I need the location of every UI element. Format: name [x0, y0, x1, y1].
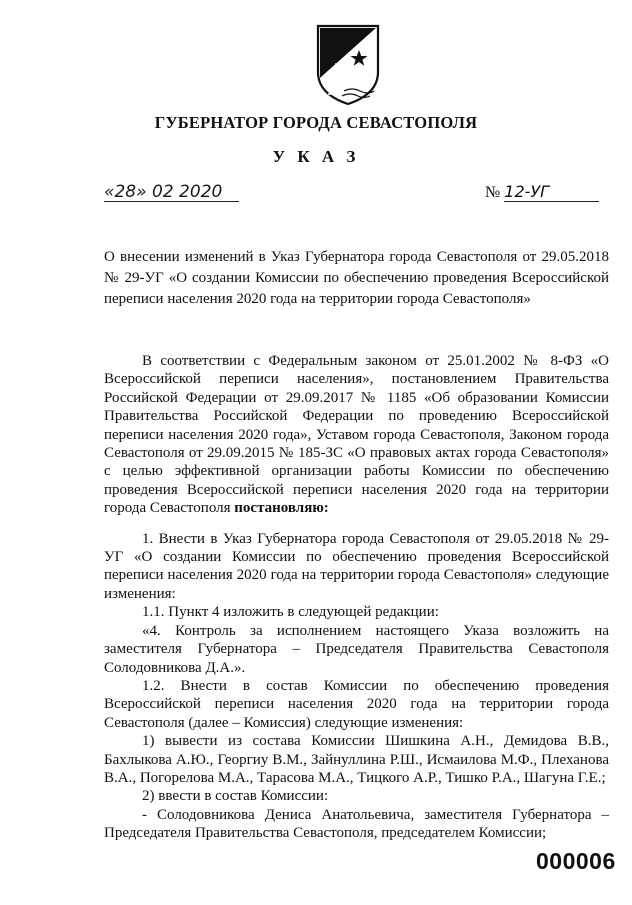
- item-4-text: «4. Контроль за исполнением настоящего Указа возложить на заместителя Губернатора – Председателя Правительства Севастополя Солодовникова Д.А.».: [104, 622, 609, 676]
- number-sign: №: [485, 184, 501, 201]
- document-type: У К А З: [272, 147, 360, 166]
- sevastopol-coat-of-arms-icon: [314, 20, 382, 106]
- number-value: 12-УГ: [504, 183, 599, 202]
- resolve-word: постановляю:: [234, 500, 329, 517]
- decree-date: «28» 02 2020: [104, 183, 239, 202]
- decree-body: [104, 352, 609, 843]
- decree-number: [485, 183, 609, 202]
- item-1: 1. Внести в Указ Губернатора города Севастополя от 29.05.2018 № 29-УГ «О создании Комиссии по обеспечению проведения Всероссийской переписи населения 2020 года на территории города Севастополя» следующие изменения:: [104, 530, 609, 602]
- item-1-1: 1.1. Пункт 4 изложить в следующей редакции:: [142, 604, 439, 621]
- preamble-paragraph: [104, 352, 609, 518]
- decree-subject: О внесении изменений в Указ Губернатора города Севастополя от 29.05.2018 № 29-УГ «О создании Комиссии по обеспечению проведения Всероссийской переписи населения 2020 года на территории города Севастополя»: [104, 249, 609, 307]
- item-remove: 1) вывести из состава Комиссии Шишкина А.Н., Демидова В.В., Бахлыкова А.Ю., Георгиу В.М., Зайнуллина Р.Ш., Исмаилова М.Ф., Плеханова В.А., Погорелова М.А., Тарасова М.А., Тицкого А.Р., Тишко Р.А., Шагуна Г.Е.;: [104, 733, 609, 786]
- item-add-1: - Солодовникова Дениса Анатольевича, заместителя Губернатора – Председателя Правительства Севастополя, председателем Комиссии;: [104, 806, 609, 842]
- preamble-text: В соответствии с Федеральным законом от 25.01.2002 № 8-ФЗ «О Всероссийской переписи населения», постановлением Правительства Российской Федерации от 29.09.2017 № 1185 «Об образовании Комиссии Правительства Российской Федерации по проведению Всероссийской переписи населения 2020 года», Уставом города Севастополя, Законом города Севастополя от 29.09.2015 № 185-ЗС «О правовых актах города Севастополя» с целью эффективной организации работы Комиссии по обеспечению проведения Всероссийской переписи населения 2020 года на территории города Севастополя: [104, 353, 609, 517]
- item-1-2: 1.2. Внести в состав Комиссии по обеспечению проведения Всероссийской переписи населения 2020 года на территории города Севастополя (далее – Комиссия) следующие изменения:: [104, 677, 609, 731]
- serial-number: 000006: [536, 848, 616, 874]
- issuer-title: ГУБЕРНАТОР ГОРОДА СЕВАСТОПОЛЯ: [154, 113, 478, 132]
- item-add: 2) ввести в состав Комиссии:: [142, 788, 329, 805]
